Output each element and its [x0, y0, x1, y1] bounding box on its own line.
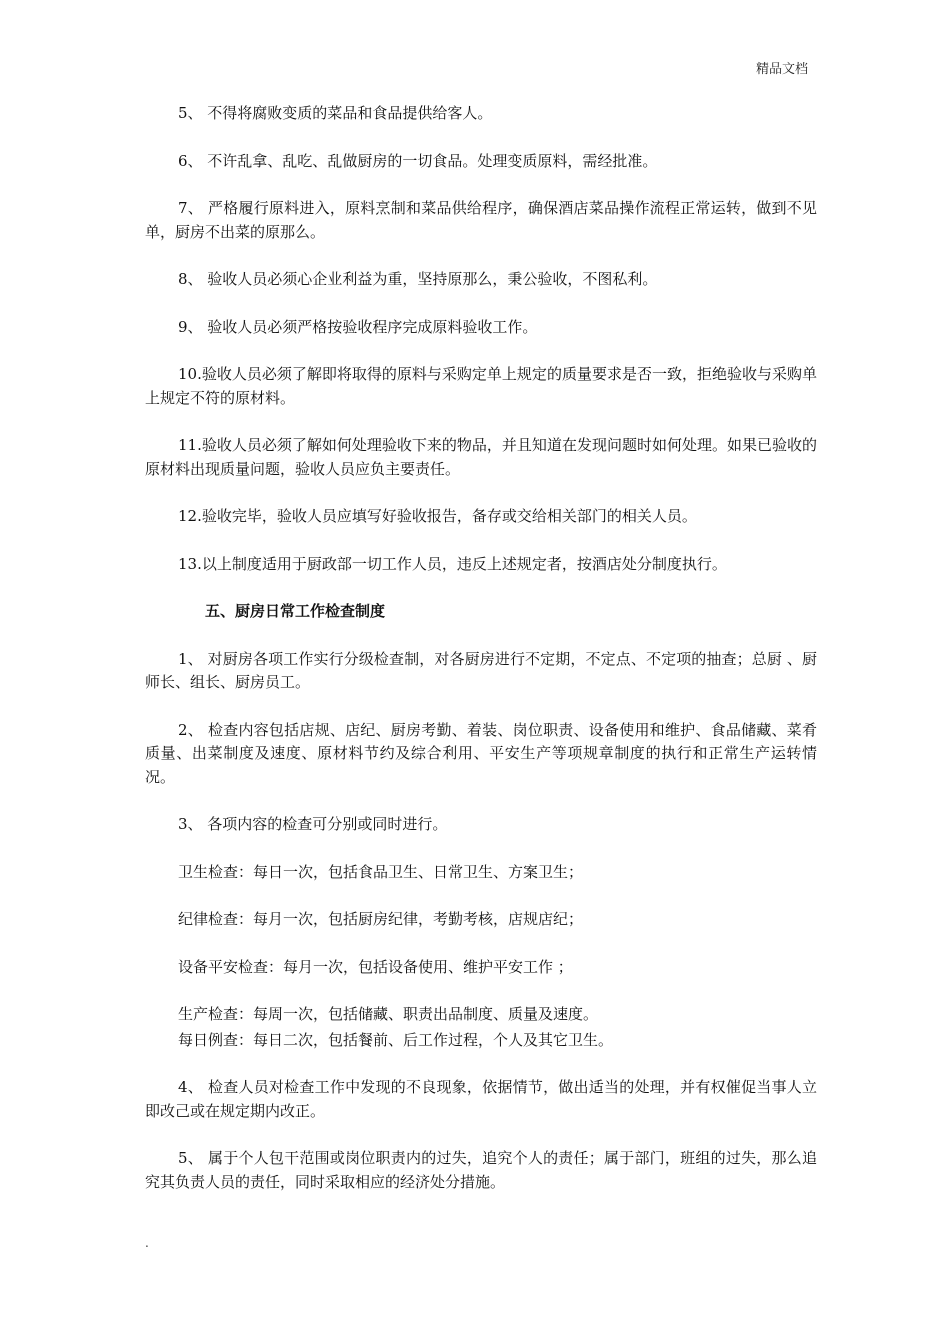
production-check-line: 生产检查：每周一次，包括储藏、职责出品制度、质量及速度。: [178, 1005, 599, 1023]
hygiene-check-line: 卫生检查：每日一次，包括食品卫生、日常卫生、方案卫生；: [178, 862, 584, 881]
paragraph-item-8: 8、 验收人员必须心企业利益为重，坚持原那么，秉公验收，不图私利。: [178, 270, 658, 288]
footer-mark: .: [145, 1236, 149, 1250]
section-heading: 五、厨房日常工作检查制度: [205, 602, 386, 620]
discipline-check-line: 纪律检查：每月一次，包括厨房纪律，考勤考核，店规店纪；: [178, 910, 584, 928]
paragraph-item-6: 6、 不许乱拿、乱吃、乱做厨房的一切食品。处理变质原料，需经批准。: [178, 151, 658, 170]
paragraph-item-13: 13.以上制度适用于厨政部一切工作人员，违反上述规定者，按酒店处分制度执行。: [178, 554, 727, 573]
paragraph-item-12: 12.验收完毕，验收人员应填写好验收报告，备存或交给相关部门的相关人员。: [178, 507, 697, 525]
document-body: [145, 102, 817, 1218]
paragraph-item-5: 5、 不得将腐败变质的菜品和食品提供给客人。: [178, 104, 493, 122]
section-item-2: 2、 检查内容包括店规、店纪、厨房考勤、着装、岗位职责、设备使用和维护、食品储藏、菜肴质量、出菜制度及速度、原材料节约及综合利用、平安生产等项规章制度的执行和正常生产运转情况。: [145, 720, 817, 786]
section-item-5: 5、 属于个人包干范围或岗位职责内的过失，追究个人的责任；属于部门，班组的过失，那么追究其负责人员的责任，同时采取相应的经济处分措施。: [145, 1149, 817, 1191]
section-item-4: 4、 检查人员对检查工作中发现的不良现象，依据情节，做出适当的处理，并有权催促当事人立即改己或在规定期内改正。: [145, 1078, 817, 1120]
paragraph-item-11: 11.验收人员必须了解如何处理验收下来的物品，并且知道在发现问题时如何处理。如果已验收的原材料出现质量问题，验收人员应负主要责任。: [145, 436, 817, 478]
page-header-label: 精品文档: [755, 62, 808, 77]
paragraph-item-9: 9、 验收人员必须严格按验收程序完成原料验收工作。: [178, 317, 538, 336]
paragraph-item-10: 10.验收人员必须了解即将取得的原料与采购定单上规定的质量要求是否一致，拒绝验收与采购单上规定不符的原材料。: [145, 365, 817, 407]
section-item-3: 3、 各项内容的检查可分别或同时进行。: [178, 815, 448, 833]
paragraph-item-7: 7、 严格履行原料进入，原料烹制和菜品供给程序，确保酒店菜品操作流程正常运转，做到不见单，厨房不出菜的原那么。: [145, 199, 817, 241]
equipment-safety-check-line: 设备平安检查：每月一次，包括设备使用、维护平安工作 ；: [178, 957, 573, 976]
section-item-1: 1、 对厨房各项工作实行分级检查制，对各厨房进行不定期，不定点、不定项的抽查；总厨 、厨师长、组长、厨房员工。: [145, 649, 817, 691]
daily-check-line: 每日例查：每日二次，包括餐前、后工作过程，个人及其它卫生。: [178, 1030, 614, 1049]
